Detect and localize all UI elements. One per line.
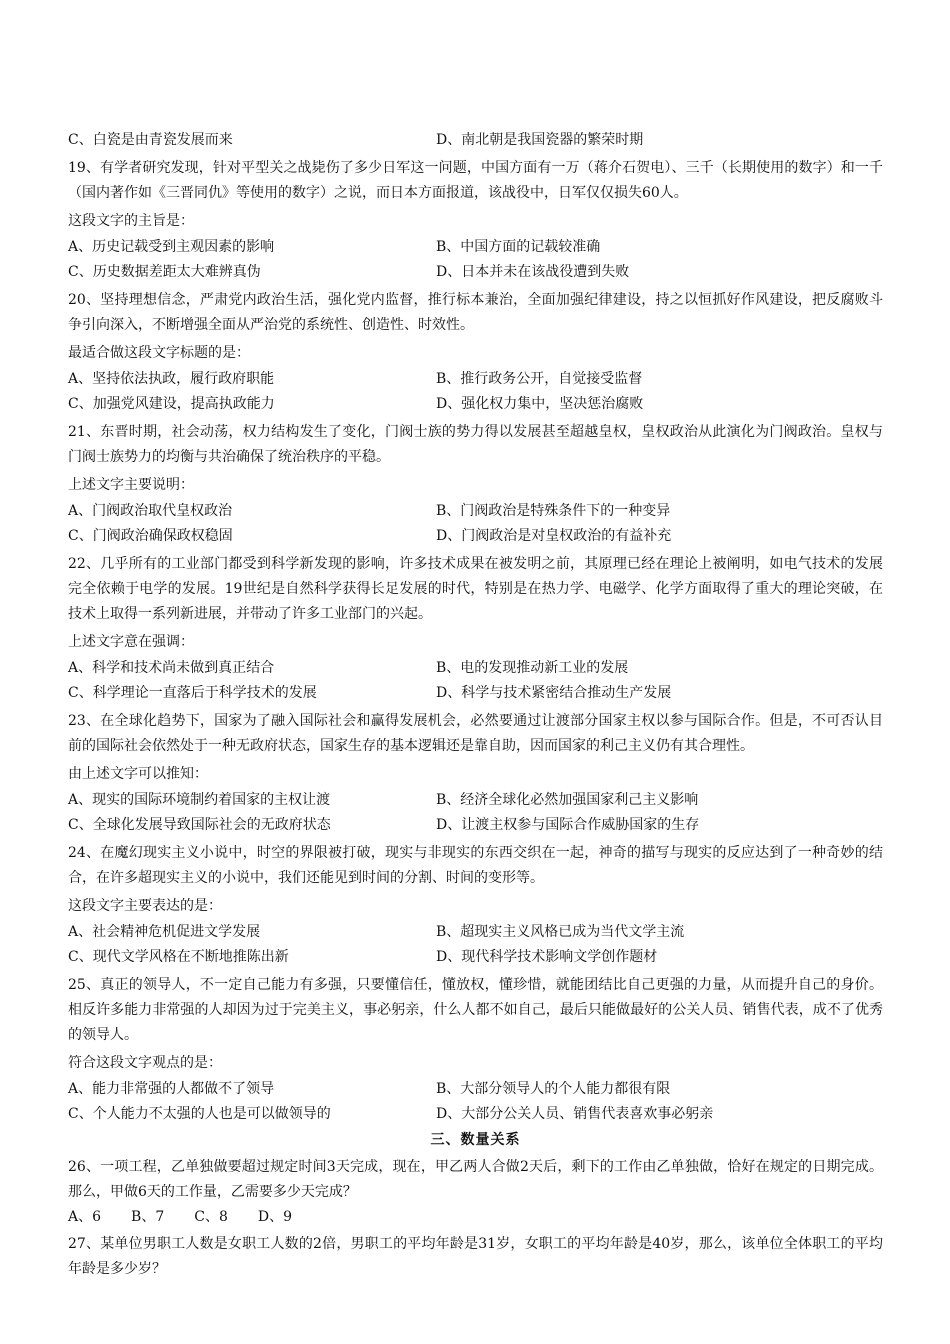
question-text: 26、一项工程，乙单独做要超过规定时间3天完成，现在，甲乙两人合做2天后，剩下的工作由乙单独做，恰好在规定的日期完成。那么，甲做6天的工作量，乙需要多少天完成？ <box>68 1158 883 1200</box>
option-a: A、历史记载受到主观因素的影响 <box>68 238 275 255</box>
options-row <box>68 681 883 707</box>
option-d: D、9 <box>257 1208 292 1225</box>
options-row <box>68 788 883 814</box>
option-d: D、日本并未在该战役遭到失败 <box>436 264 630 280</box>
option-b: B、超现实主义风格已成为当代文学主流 <box>436 923 685 940</box>
question-25 <box>68 973 883 1128</box>
option-c: C、现代文学风格在不断地推陈出新 <box>68 949 289 965</box>
options-row <box>68 235 883 261</box>
question-stem: 最适合做这段文字标题的是： <box>68 344 250 361</box>
question-21 <box>68 420 883 550</box>
option-b: B、门阀政治是特殊条件下的一种变异 <box>436 502 671 519</box>
options-row <box>68 920 883 946</box>
question-23 <box>68 709 883 839</box>
option-a: A、坚持依法执政，履行政府职能 <box>68 370 275 387</box>
option-d: D、门阀政治是对皇权政治的有益补充 <box>436 528 672 544</box>
option-c: C、白瓷是由青瓷发展而来 <box>68 132 233 148</box>
options-row <box>68 260 883 286</box>
question-text: 20、坚持理想信念，严肃党内政治生活，强化党内监督，推行标本兼治，全面加强纪律建设，持之以恒抓好作风建设，把反腐败斗争引向深入，不断增强全面从严治党的系统性、创造性、时效性。 <box>68 291 883 333</box>
option-b: B、电的发现推动新工业的发展 <box>436 659 629 676</box>
options-row <box>68 499 883 525</box>
question-stem: 符合这段文字观点的是： <box>68 1054 222 1071</box>
question-27 <box>68 1232 883 1282</box>
option-a: A、6 <box>68 1208 102 1225</box>
option-c: C、个人能力不太强的人也是可以做领导的 <box>68 1106 331 1122</box>
question-stem: 这段文字主要表达的是： <box>68 897 222 914</box>
question-stem: 上述文字意在强调： <box>68 633 194 650</box>
option-d: D、强化权力集中，坚决惩治腐败 <box>436 396 644 412</box>
options-row <box>68 392 883 418</box>
option-b: B、中国方面的记载较准确 <box>436 238 601 255</box>
question-text: 19、有学者研究发现，针对平型关之战毙伤了多少日军这一问题，中国方面有一万（蒋介石贺电）、三千（长期使用的数字）和一千（国内著作如《三晋同仇》等使用的数字）之说，而日本方面报道，该战役中，日军仅仅损失60人。 <box>68 159 883 201</box>
question-text: 23、在全球化趋势下，国家为了融入国际社会和赢得发展机会，必然要通过让渡部分国家主权以参与国际合作。但是，不可否认目前的国际社会依然处于一种无政府状态，国家生存的基本逻辑还是靠自助，因而国家的利己主义仍有其合理性。 <box>68 712 883 754</box>
question-26 <box>68 1155 883 1230</box>
option-d: D、让渡主权参与国际合作威胁国家的生存 <box>436 817 700 833</box>
option-c: C、全球化发展导致国际社会的无政府状态 <box>68 817 331 833</box>
options-row <box>68 1102 883 1128</box>
question-20 <box>68 288 883 418</box>
options-row <box>68 1077 883 1103</box>
top-options-row <box>68 128 883 154</box>
option-a: A、现实的国际环境制约着国家的主权让渡 <box>68 791 331 808</box>
option-c: C、8 <box>194 1208 228 1225</box>
exam-page <box>68 128 883 1282</box>
option-b: B、经济全球化必然加强国家利己主义影响 <box>436 791 699 808</box>
options-row <box>68 367 883 393</box>
section-title: 三、数量关系 <box>430 1131 521 1148</box>
question-stem: 上述文字主要说明： <box>68 476 194 493</box>
question-text: 27、某单位男职工人数是女职工人数的2倍，男职工的平均年龄是31岁，女职工的平均年龄是40岁，那么，该单位全体职工的平均年龄是多少岁？ <box>68 1235 883 1277</box>
options-row <box>68 656 883 682</box>
question-24 <box>68 841 883 971</box>
question-stem: 由上述文字可以推知： <box>68 765 208 782</box>
option-d: D、南北朝是我国瓷器的繁荣时期 <box>436 132 644 148</box>
option-b: B、7 <box>131 1208 165 1225</box>
option-c: C、门阀政治确保政权稳固 <box>68 528 233 544</box>
option-a: A、社会精神危机促进文学发展 <box>68 923 261 940</box>
question-stem: 这段文字的主旨是： <box>68 212 194 229</box>
option-c: C、加强党风建设，提高执政能力 <box>68 396 275 412</box>
options-row <box>68 1205 883 1230</box>
question-text: 22、几乎所有的工业部门都受到科学新发现的影响，许多技术成果在被发明之前，其原理已经在理论上被阐明，如电气技术的发展完全依赖于电学的发展。19世纪是自然科学获得长足发展的时代，特别是在热力学、电磁学、化学方面取得了重大的理论突破，在技术上取得一系列新进展，并带动了许多工业部门的兴起。 <box>68 555 883 622</box>
options-row <box>68 524 883 550</box>
question-19 <box>68 156 883 286</box>
question-22 <box>68 552 883 707</box>
option-a: A、科学和技术尚未做到真正结合 <box>68 659 275 676</box>
option-d: D、科学与技术紧密结合推动生产发展 <box>436 685 672 701</box>
options-row <box>68 813 883 839</box>
option-d: D、大部分公关人员、销售代表喜欢事必躬亲 <box>436 1106 714 1122</box>
option-c: C、历史数据差距太大难辨真伪 <box>68 264 261 280</box>
question-text: 21、东晋时期，社会动荡，权力结构发生了变化，门阀士族的势力得以发展甚至超越皇权，皇权政治从此演化为门阀政治。皇权与门阀士族势力的均衡与共治确保了统治秩序的平稳。 <box>68 423 883 465</box>
option-a: A、门阀政治取代皇权政治 <box>68 502 233 519</box>
option-a: A、能力非常强的人都做不了领导 <box>68 1080 275 1097</box>
option-b: B、推行政务公开，自觉接受监督 <box>436 370 643 387</box>
option-c: C、科学理论一直落后于科学技术的发展 <box>68 685 317 701</box>
question-text: 25、真正的领导人，不一定自己能力有多强，只要懂信任，懂放权，懂珍惜，就能团结比自己更强的力量，从而提升自己的身价。相反许多能力非常强的人却因为过于完美主义，事必躬亲，什么人都不如自己，最后只能做最好的公关人员、销售代表，成不了优秀的领导人。 <box>68 976 883 1043</box>
question-text: 24、在魔幻现实主义小说中，时空的界限被打破，现实与非现实的东西交织在一起，神奇的描写与现实的反应达到了一种奇妙的结合，在许多超现实主义的小说中，我们还能见到时间的分割、时间的变形等。 <box>68 844 883 886</box>
option-b: B、大部分领导人的个人能力都很有限 <box>436 1080 671 1097</box>
option-d: D、现代科学技术影响文学创作题材 <box>436 949 658 965</box>
options-row <box>68 945 883 971</box>
